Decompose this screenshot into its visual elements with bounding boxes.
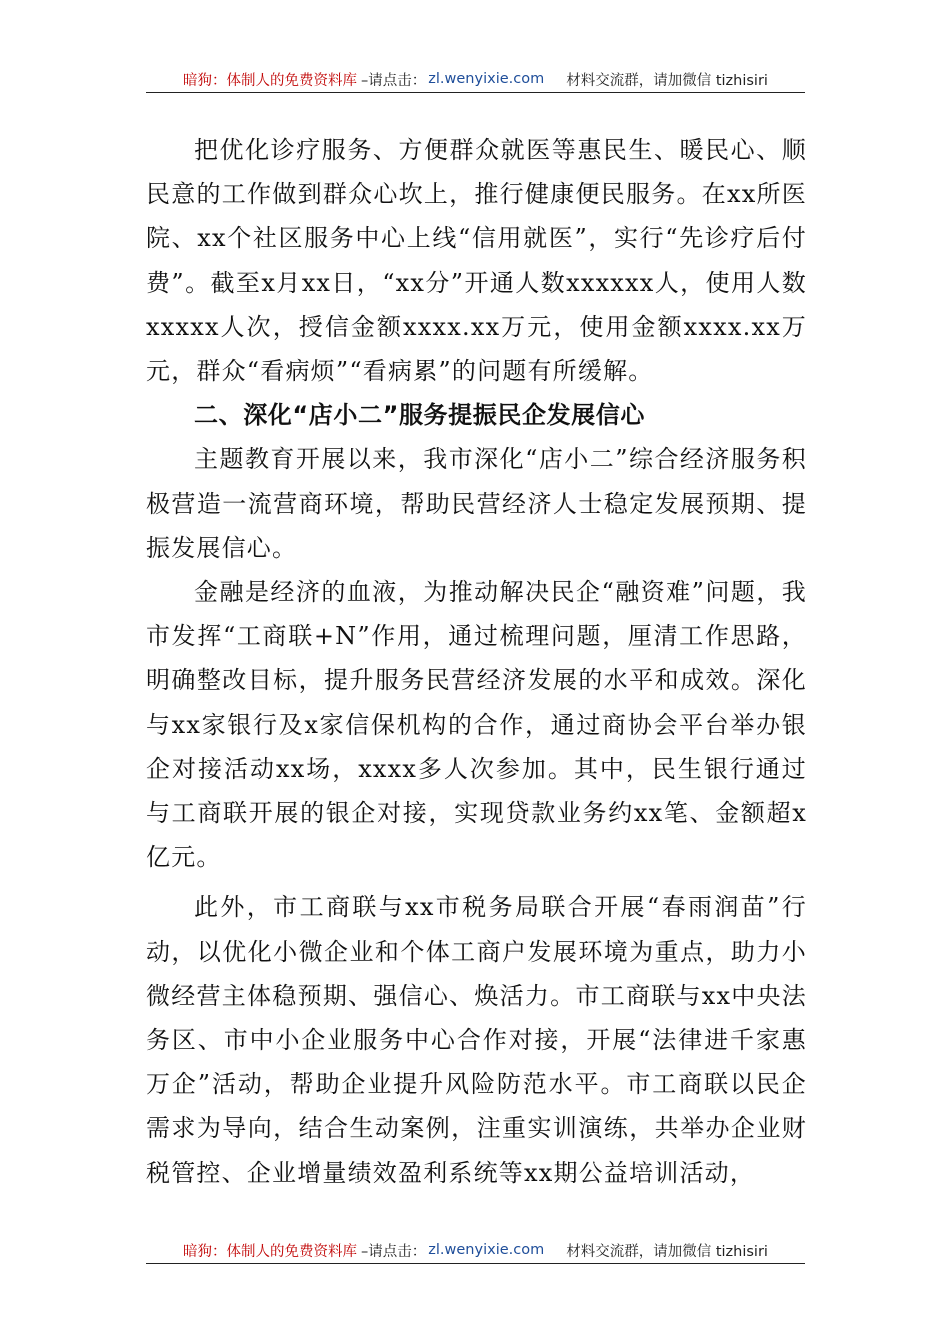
header-link-prefix: –请点击： [361, 72, 427, 89]
header-link[interactable]: zl.wenyixie.com [428, 71, 545, 87]
footer-brand: 暗狗：体制人的免费资料库 [183, 1243, 358, 1260]
header-contact: 材料交流群，请加微信 tizhisiri [566, 72, 768, 89]
footer-banner [146, 1237, 805, 1264]
footer-contact: 材料交流群，请加微信 tizhisiri [566, 1243, 768, 1260]
paragraph-finance: 金融是经济的血液，为推动解决民企“融资难”问题，我市发挥“工商联+N”作用，通过梳理问题，厘清工作思路，明确整改目标，提升服务民营经济发展的水平和成效。深化与xx家银行及x家信保机构的合作，通过商协会平台举办银企对接活动xx场，xxxx多人次参加。其中，民生银行通过与工商联开展的银企对接，实现贷款业务约xx笔、金额超x亿元。 [146, 578, 807, 872]
footer-link-prefix: –请点击： [361, 1243, 427, 1260]
paragraph-spring-rain: 此外，市工商联与xx市税务局联合开展“春雨润苗”行动，以优化小微企业和个体工商户发展环境为重点，助力小微经营主体稳预期、强信心、焕活力。市工商联与xx中央法务区、市中小企业服务中心合作对接，开展“法律进千家惠万企”活动，帮助企业提升风险防范水平。市工商联以民企需求为导向，结合生动案例，注重实训演练，共举办企业财税管控、企业增量绩效盈利系统等xx期公益培训活动， [146, 893, 807, 1187]
header-banner [146, 66, 805, 93]
paragraph-health-service: 把优化诊疗服务、方便群众就医等惠民生、暖民心、顺民意的工作做到群众心坎上，推行健康便民服务。在xx所医院、xx个社区服务中心上线“信用就医”，实行“先诊疗后付费”。截至x月xx日，“xx分”开通人数xxxxxx人，使用人数xxxxx人次，授信金额xxxx.xx万元，使用金额xxxx.xx万元，群众“看病烦”“看病累”的问题有所缓解。 [146, 136, 807, 386]
footer-link[interactable]: zl.wenyixie.com [428, 1242, 545, 1258]
document-body [146, 128, 807, 1195]
paragraph-business-service: 主题教育开展以来，我市深化“店小二”综合经济服务积极营造一流营商环境，帮助民营经济人士稳定发展预期、提振发展信心。 [146, 445, 807, 562]
section-heading-2: 二、深化“店小二”服务提振民企发展信心 [194, 401, 645, 430]
header-brand: 暗狗：体制人的免费资料库 [183, 72, 358, 89]
